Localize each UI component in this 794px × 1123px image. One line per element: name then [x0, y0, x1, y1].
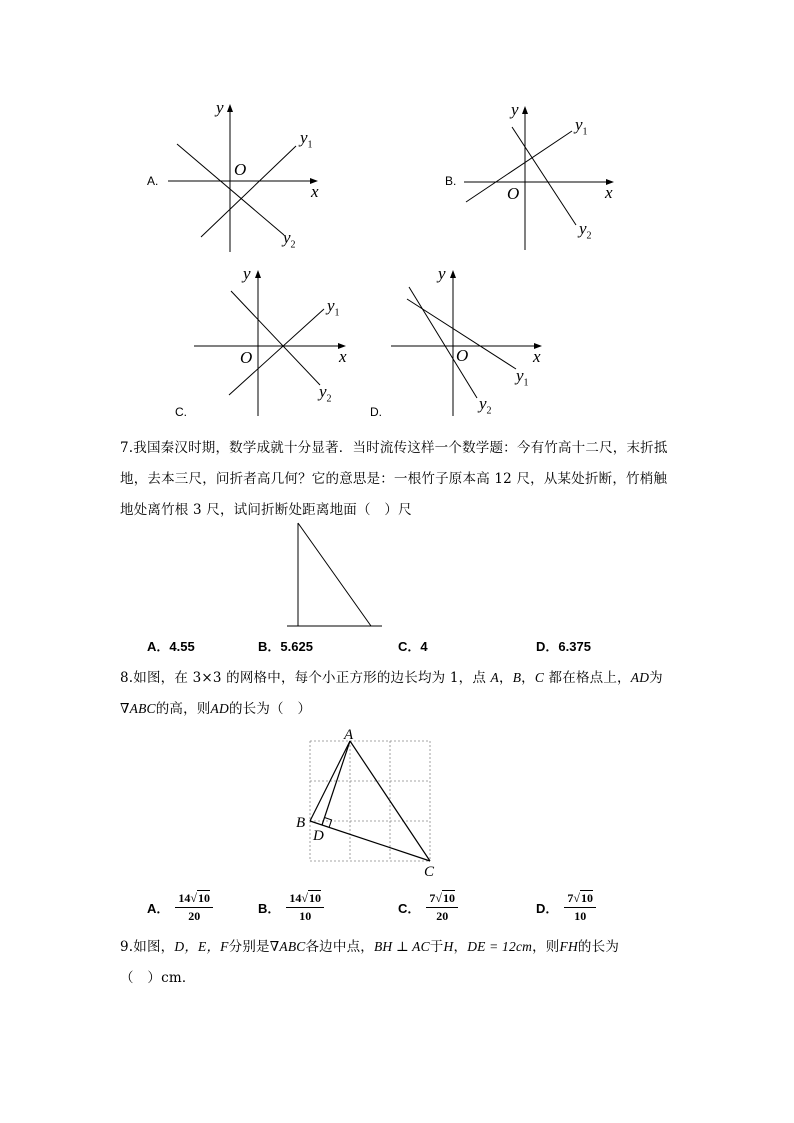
q8-option-d[interactable]: D． $\frac{7√10}{10}$: [536, 891, 596, 924]
q8-point-a: A: [344, 727, 354, 743]
q8-point-d: D: [313, 828, 324, 844]
q8-point-c: C: [424, 864, 435, 880]
q7-line-3: 地处离竹根 3 尺，试问折断处距离地面（ ）尺: [120, 502, 412, 518]
graph-c-y-label: y: [243, 264, 251, 283]
q7-option-c[interactable]: C．4: [398, 639, 428, 654]
graph-d-y1-label: $y_1$: [516, 366, 529, 389]
q8-option-b[interactable]: B． $\frac{14√10}{10}$: [258, 891, 324, 924]
graph-a-origin: O: [234, 160, 247, 179]
graph-a-option: A.: [147, 174, 159, 188]
graph-d-y-label: y: [438, 264, 446, 283]
q7-line-1: 7.我国秦汉时期，数学成就十分显著．当时流传这样一个数学题：今有竹高十二尺，末折抵: [120, 440, 668, 456]
q7-line-2: 地，去本三尺，问折者高几何？它的意思是：一根竹子原本高 12 尺，从某处折断，竹梢触: [120, 471, 668, 487]
q8-option-d-fraction: $\frac{7√10}{10}$: [564, 891, 596, 924]
q7-option-a[interactable]: A．4.55: [147, 639, 195, 654]
graph-b-y-label: y: [511, 100, 519, 119]
graph-c-y2-label: $y_2$: [319, 382, 332, 405]
graph-b-y2-label: $y_2$: [579, 219, 592, 242]
graph-a-y1-label: $y_1$: [300, 128, 313, 151]
graph-b-x-label: x: [605, 183, 613, 202]
graph-b-y1-label: $y_1$: [575, 115, 588, 138]
graph-c-origin: O: [240, 348, 253, 367]
graph-b-origin: O: [507, 184, 520, 203]
q8-option-c-fraction: $\frac{7√10}{20}$: [426, 891, 458, 924]
q9-line-2: （ ）cm．: [120, 970, 196, 986]
graph-c-y1-label: $y_1$: [327, 296, 340, 319]
q8-altitude-ad: [322, 741, 350, 825]
graph-c-option: C.: [175, 405, 187, 419]
q8-option-a-fraction: $\frac{14√10}{20}$: [175, 891, 213, 924]
graph-d-y2-label: $y_2$: [479, 394, 492, 417]
graph-d-x-label: x: [533, 347, 541, 366]
q7-option-b[interactable]: B．5.625: [258, 639, 313, 654]
graph-a-y2-label: $y_2$: [283, 228, 296, 251]
graph-a-x-label: x: [311, 182, 319, 201]
q8-line-2: ∇ABC的高，则AD的长为（ ）: [120, 701, 312, 717]
q8-option-b-fraction: $\frac{14√10}{10}$: [286, 891, 324, 924]
q8-point-b: B: [296, 815, 306, 831]
graph-a-y-label: y: [216, 98, 224, 117]
graph-d-option: D.: [370, 405, 382, 419]
q7-option-d[interactable]: D．6.375: [536, 639, 591, 654]
q9-line-1: 9.如图，D，E，F分别是∇ABC各边中点，BH ⊥ AC于H，DE = 12cm，则FH的长为: [120, 939, 620, 955]
q8-option-c[interactable]: C． $\frac{7√10}{20}$: [398, 891, 458, 924]
graph-d-origin: O: [456, 346, 469, 365]
q8-side-bc: [310, 821, 430, 861]
q8-line-1: 8.如图，在 3×3 的网格中，每个小正方形的边长均为 1，点 A，B，C 都在格点上，AD为: [120, 670, 663, 686]
q8-option-a[interactable]: A． $\frac{14√10}{20}$: [147, 891, 213, 924]
graph-b-option: B.: [445, 174, 457, 188]
graph-c-x-label: x: [339, 347, 347, 366]
